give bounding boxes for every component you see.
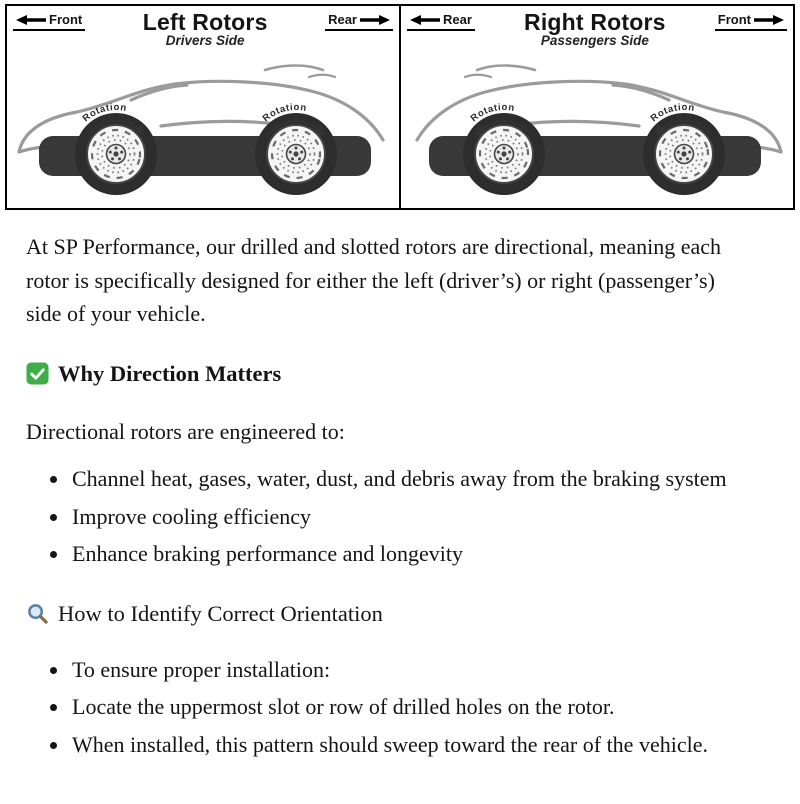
front-wheel — [75, 113, 157, 195]
intro-paragraph: At SP Performance, our drilled and slotted rotors are directional, meaning each rotor is specifically designed for either the left (driver’s) or right (passenger’s) side of your vehicle. — [26, 234, 722, 327]
left-panel-title-block — [143, 10, 268, 48]
section-heading-text: How to Identify Correct Orientation — [58, 600, 383, 626]
rear-rotor — [267, 125, 325, 183]
rear-rotor — [475, 125, 533, 183]
arrow-left-icon — [410, 15, 440, 25]
front-label-text: Front — [49, 12, 83, 27]
arrow-right-icon — [754, 15, 784, 25]
arrow-left-icon — [16, 15, 46, 25]
rear-wheel — [255, 113, 337, 195]
rear-label-text: Rear — [328, 12, 357, 27]
front-direction-label — [13, 11, 85, 31]
left-rotors-panel — [7, 6, 399, 208]
rear-direction-label — [325, 11, 393, 31]
right-panel-header — [407, 9, 787, 48]
section-heading-why-direction-matters — [26, 357, 770, 391]
front-rotation-label: Rotation — [648, 102, 696, 125]
list-item: • Improve cooling efficiency — [70, 500, 770, 533]
arrow-right-icon — [360, 15, 390, 25]
left-panel-subtitle: Drivers Side — [165, 33, 245, 49]
front-direction-label — [715, 11, 787, 31]
front-label-text: Front — [717, 12, 751, 27]
rear-rotation-label: Rotation — [260, 102, 308, 125]
rear-direction-label — [407, 11, 475, 31]
list-item: • When installed, this pattern should sweep toward the rear of the vehicle. — [70, 728, 770, 761]
rotor-direction-diagram — [5, 4, 795, 210]
rear-label-text: Rear — [443, 12, 472, 27]
front-wheel — [643, 113, 725, 195]
right-panel-subtitle: Passengers Side — [540, 33, 649, 49]
left-panel-header — [13, 9, 393, 48]
right-panel-title-block — [524, 10, 666, 48]
list-item: • Enhance braking performance and longevity — [70, 537, 770, 570]
rear-wheel — [463, 113, 545, 195]
right-car-diagram — [407, 50, 787, 208]
section-lead: Directional rotors are engineered to: — [26, 418, 345, 444]
front-rotor — [655, 125, 713, 183]
list-item: • To ensure proper installation: — [70, 653, 770, 686]
left-panel-title: Left Rotors — [142, 9, 268, 35]
list-item: • Channel heat, gases, water, dust, and debris away from the braking system — [70, 462, 770, 495]
right-rotors-panel — [399, 6, 793, 208]
magnifying-glass-icon — [26, 602, 49, 625]
check-mark-icon — [26, 362, 49, 385]
article-body — [0, 210, 800, 761]
why-direction-bullet-list — [26, 462, 770, 570]
front-rotor — [87, 125, 145, 183]
section-heading-identify-orientation — [26, 597, 770, 631]
rear-rotation-label: Rotation — [468, 102, 516, 125]
orientation-bullet-list — [26, 653, 770, 761]
left-car-diagram — [13, 50, 393, 208]
front-rotation-label: Rotation — [80, 102, 128, 125]
list-item: • Locate the uppermost slot or row of drilled holes on the rotor. — [70, 690, 770, 723]
right-panel-title: Right Rotors — [524, 9, 666, 35]
section-heading-text: Why Direction Matters — [58, 360, 282, 386]
